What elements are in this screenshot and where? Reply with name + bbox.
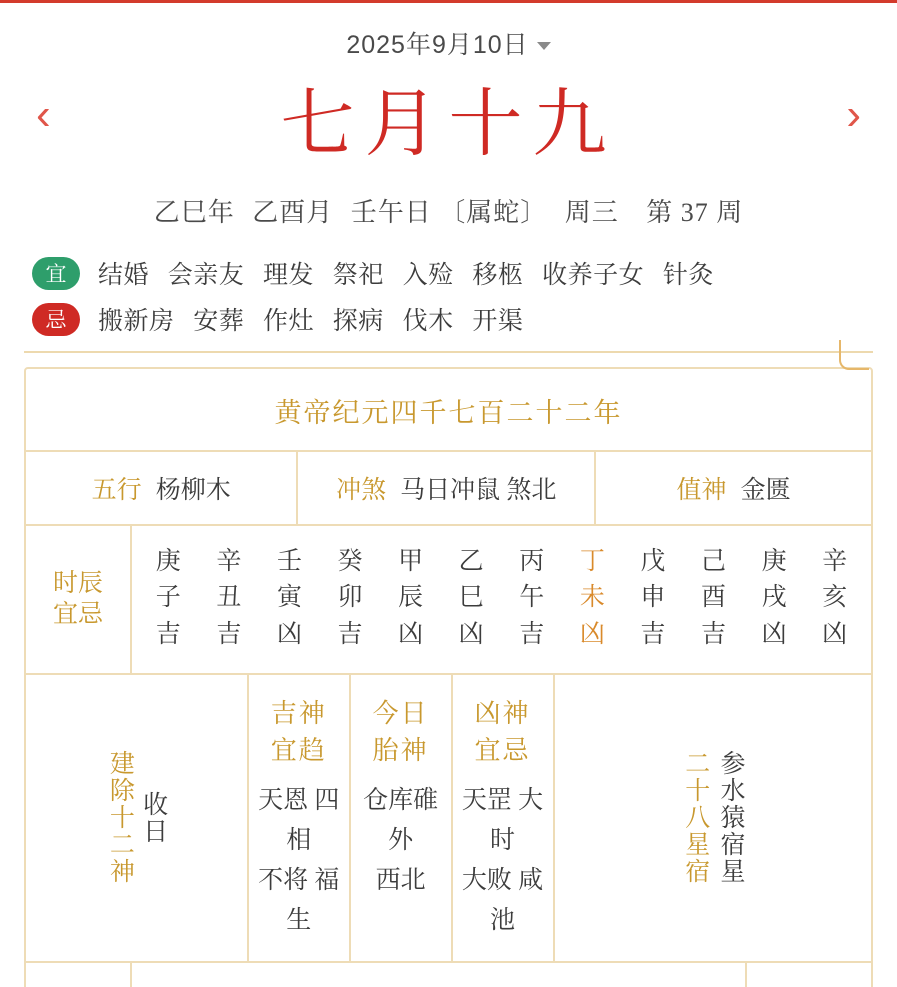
yi-item[interactable]: 移柩	[472, 262, 524, 290]
shichen-gan: 辛	[216, 548, 242, 576]
chevron-right-icon[interactable]: ›	[846, 90, 861, 139]
pengzu-spacer-left	[26, 963, 132, 987]
shichen-zhi: 亥	[822, 584, 848, 612]
ji-items	[98, 301, 535, 337]
shichen-label	[26, 526, 132, 673]
shichen-hour[interactable]	[320, 544, 381, 653]
ji-item[interactable]: 开渠	[472, 308, 524, 336]
star-mansion-label: 二十八星宿	[681, 750, 709, 886]
wuxing-cell	[26, 452, 296, 524]
jishen-line: 不将 福生	[258, 866, 340, 934]
shichen-luck: 吉	[640, 620, 666, 648]
chongsha-label: 冲煞	[336, 477, 387, 505]
jishen-column	[249, 675, 351, 961]
shichen-luck: 凶	[276, 620, 302, 648]
yi-item[interactable]: 结婚	[98, 262, 150, 290]
yi-row	[32, 255, 897, 291]
shichen-gan: 甲	[398, 548, 424, 576]
date-selector[interactable]	[0, 3, 897, 61]
jianchu-value: 收日	[139, 790, 167, 845]
lunar-date-title: 七月十九	[280, 84, 617, 166]
taishen-title: 今日胎神	[372, 698, 429, 765]
weekday-label: 周三	[564, 198, 619, 228]
chevron-down-icon[interactable]	[537, 42, 551, 50]
ganzhi-year: 乙巳年	[153, 198, 235, 228]
ji-badge: 忌	[32, 303, 80, 336]
shichen-zhi: 巳	[458, 584, 484, 612]
shichen-gan: 丁	[579, 548, 605, 576]
yi-item[interactable]: 会亲友	[167, 262, 245, 290]
wuxing-value: 杨柳木	[155, 477, 231, 505]
yi-item[interactable]: 理发	[263, 262, 315, 290]
decorative-corner	[839, 340, 869, 370]
shichen-hour[interactable]	[259, 544, 320, 653]
shichen-hour[interactable]	[804, 544, 865, 653]
shichen-gan: 庚	[155, 548, 181, 576]
jianchu-label: 建除十二神	[106, 750, 134, 886]
jianchu-cell	[26, 675, 249, 961]
shichen-hour[interactable]	[623, 544, 684, 653]
shichen-zhi: 丑	[216, 584, 242, 612]
shichen-gan: 丙	[519, 548, 545, 576]
shichen-luck: 凶	[761, 620, 787, 648]
ji-item[interactable]: 安葬	[193, 308, 245, 336]
shichen-hour[interactable]	[199, 544, 260, 653]
ji-item[interactable]: 作灶	[263, 308, 315, 336]
ji-item[interactable]: 搬新房	[98, 308, 175, 336]
shichen-hour[interactable]	[441, 544, 502, 653]
shichen-luck: 吉	[700, 620, 726, 648]
jishen-title: 吉神宜趋	[270, 698, 327, 765]
shichen-hour[interactable]	[138, 544, 199, 653]
suitability-section	[0, 255, 897, 337]
xiongshen-title: 凶神宜忌	[474, 698, 531, 765]
shichen-gan: 壬	[276, 548, 302, 576]
chevron-left-icon[interactable]: ‹	[36, 90, 51, 139]
ji-item[interactable]: 伐木	[402, 308, 454, 336]
pengzu-title	[140, 981, 737, 987]
yi-item[interactable]: 入殓	[402, 262, 454, 290]
section-divider	[24, 351, 873, 353]
xiongshen-column	[453, 675, 555, 961]
star-mansion-cell	[555, 675, 872, 961]
pengzu-section	[26, 963, 871, 987]
yi-item[interactable]: 收养子女	[542, 262, 645, 290]
shichen-luck: 吉	[155, 620, 181, 648]
shichen-zhi: 卯	[337, 584, 363, 612]
pengzu-spacer-right	[747, 963, 871, 987]
ganzhi-info-line	[0, 192, 897, 229]
shichen-hour[interactable]	[380, 544, 441, 653]
shichen-zhi: 辰	[398, 584, 424, 612]
zhishen-cell	[594, 452, 871, 524]
era-title: 黄帝纪元四千七百二十二年	[26, 369, 871, 452]
ganzhi-month: 乙酉月	[252, 198, 334, 228]
wuxing-label: 五行	[91, 477, 142, 505]
shichen-hour[interactable]	[683, 544, 744, 653]
shichen-luck: 凶	[398, 620, 424, 648]
week-number-label: 第 37 周	[646, 198, 744, 228]
shichen-zhi: 酉	[700, 584, 726, 612]
chongsha-cell	[296, 452, 594, 524]
yi-badge: 宜	[32, 257, 80, 290]
shichen-hour[interactable]	[744, 544, 805, 653]
shichen-luck: 凶	[458, 620, 484, 648]
taishen-line: 仓库碓外	[363, 786, 439, 854]
ganzhi-day: 壬午日	[350, 198, 432, 228]
yi-item[interactable]: 针灸	[662, 262, 714, 290]
shichen-luck: 吉	[337, 620, 363, 648]
shichen-gan: 乙	[458, 548, 484, 576]
shichen-zhi: 子	[155, 584, 181, 612]
ji-item[interactable]: 探病	[332, 308, 384, 336]
pengzu-cell	[132, 963, 747, 987]
shichen-gan: 己	[700, 548, 726, 576]
shichen-label-line2: 宜忌	[52, 601, 103, 629]
yi-item[interactable]: 祭祀	[332, 262, 384, 290]
shichen-gan: 庚	[761, 548, 787, 576]
shichen-luck: 凶	[822, 620, 848, 648]
zhishen-label: 值神	[676, 477, 727, 505]
shichen-gan: 辛	[822, 548, 848, 576]
zhishen-value: 金匮	[740, 477, 791, 505]
star-mansion-value: 参水猿宿星	[717, 750, 745, 886]
jishen-line: 天恩 四相	[258, 786, 340, 854]
shichen-hour[interactable]	[501, 544, 562, 653]
shichen-luck: 吉	[519, 620, 545, 648]
taishen-line: 西北	[375, 866, 426, 894]
gods-section	[26, 675, 871, 963]
yi-items	[98, 255, 726, 291]
shichen-gan: 戊	[640, 548, 666, 576]
xiongshen-line: 大败 咸池	[461, 866, 544, 934]
chongsha-value: 马日冲鼠 煞北	[400, 477, 557, 505]
shichen-luck: 吉	[216, 620, 242, 648]
shichen-hour-current[interactable]	[562, 544, 623, 653]
shichen-hours	[132, 526, 871, 673]
shichen-luck: 凶	[579, 620, 605, 648]
taishen-column	[351, 675, 453, 961]
shichen-zhi: 午	[519, 584, 545, 612]
gregorian-date-label: 2025年9月10日	[346, 31, 529, 59]
xiongshen-line: 天罡 大时	[461, 786, 544, 854]
lunar-date-hero	[0, 83, 897, 168]
shichen-zhi: 申	[640, 584, 666, 612]
zodiac-label: 〔属蛇〕	[439, 198, 548, 228]
shichen-label-line1: 时辰	[52, 570, 103, 598]
shichen-zhi: 寅	[276, 584, 302, 612]
shichen-gan: 癸	[337, 548, 363, 576]
shichen-zhi: 未	[579, 584, 605, 612]
shichen-zhi: 戌	[761, 584, 787, 612]
almanac-table	[24, 367, 873, 987]
almanac-row-attributes	[26, 452, 871, 526]
ji-row	[32, 301, 897, 337]
shichen-section	[26, 526, 871, 675]
